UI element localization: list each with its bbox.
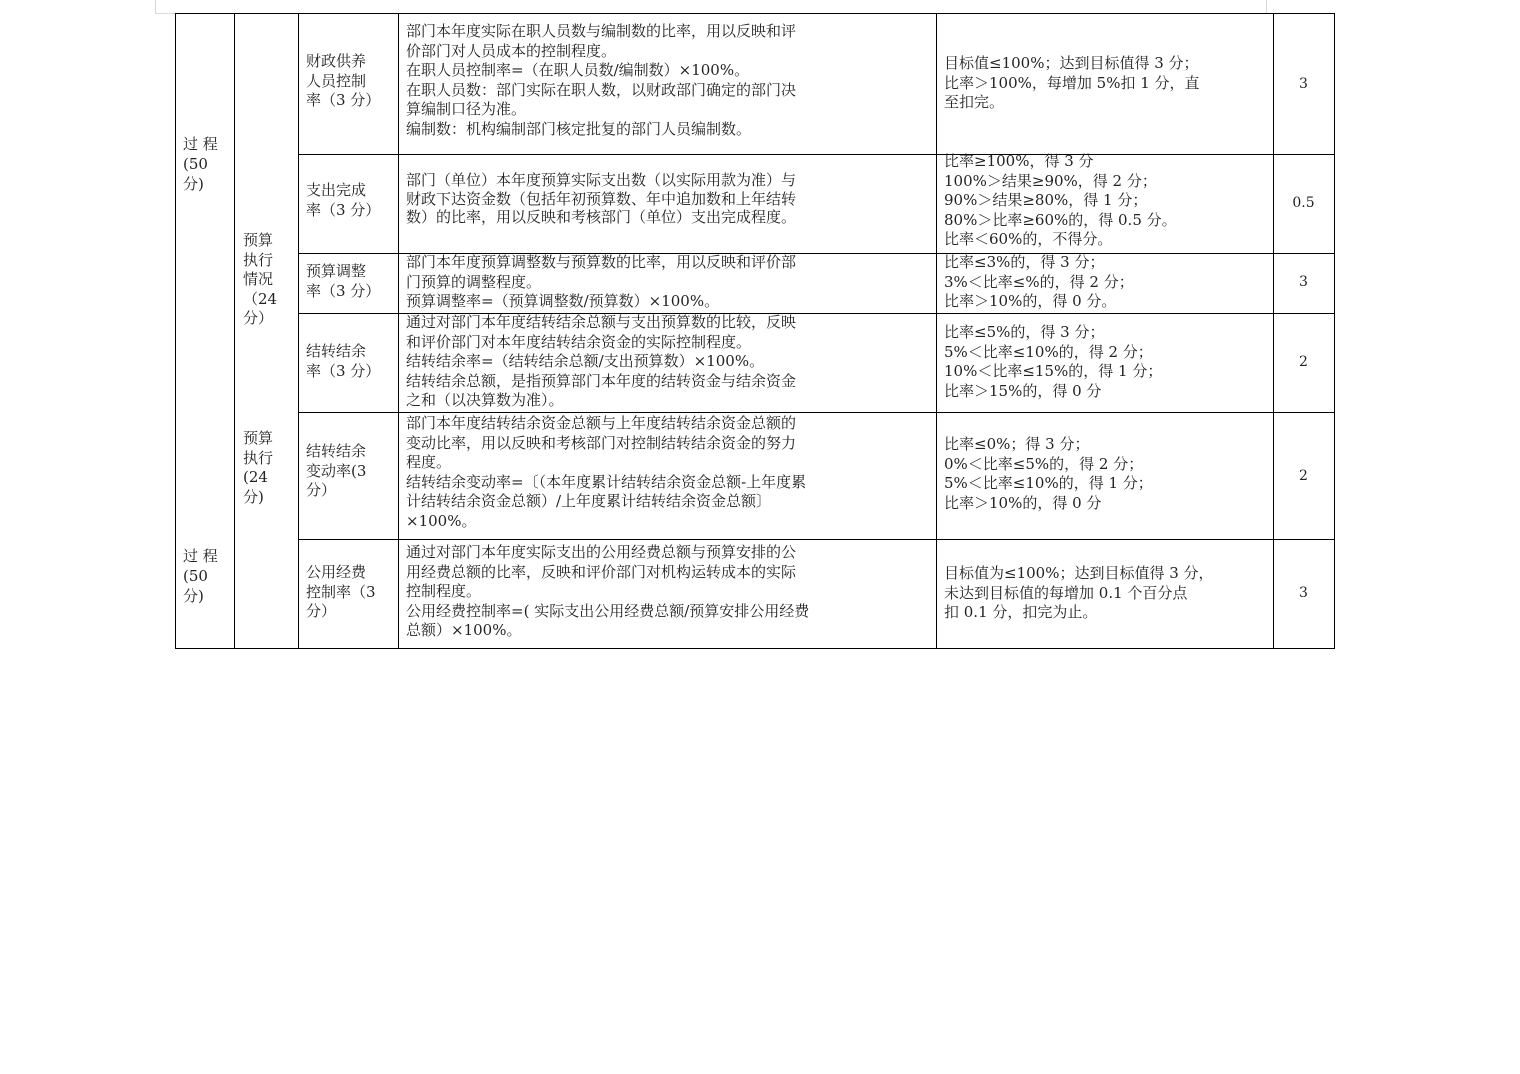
scoring-criteria: 比率≤5%的，得 3 分； 5%＜比率≤10%的，得 2 分； 10%＜比率≤15%的，得 1 分； 比率＞15%的，得 0 分 [944, 323, 1163, 400]
group-label-budget-execution-2: 预算 执行 (24 分) [243, 429, 274, 506]
score-value: 2 [1299, 468, 1308, 484]
indicator-definition: 部门本年度实际在职人员数与编制数的比率，用以反映和评 价部门对人员成本的控制程度。 在职人员控制率=（在职人员数/编制数）×100%。 在职人员数：部门实际在职人数，以财政部门确定的部门决 算编制口径为准。 编制数：机构编制部门核定批复的部门人员编制数。 [406, 22, 797, 138]
score-value: 0.5 [1292, 195, 1315, 211]
indicator-definition: 部门本年度预算调整数与预算数的比率，用以反映和评价部 门预算的调整程度。 预算调整率=（预算调整数/预算数）×100%。 [406, 253, 797, 310]
score-value: 3 [1299, 274, 1308, 290]
group-label-budget-execution: 预算 执行 情况 （24 分） [243, 231, 278, 327]
indicator-name: 结转结余 率（3 分） [306, 342, 381, 380]
section-label-bottom: 过 程 (50 分) [183, 547, 218, 605]
indicator-name: 财政供养 人员控制 率（3 分） [306, 52, 381, 109]
indicator-definition: 通过对部门本年度实际支出的公用经费总额与预算安排的公 用经费总额的比率，反映和评价部门对机构运转成本的实际 控制程度。 公用经费控制率=( 实际支出公用经费总额/预算安排公用经费 总额）×100%。 [406, 543, 810, 639]
score-value: 3 [1299, 585, 1308, 601]
scoring-criteria: 比率≤3%的，得 3 分； 3%＜比率≤%的，得 2 分； 比率＞10%的，得 0 分。 [944, 253, 1134, 310]
scoring-criteria: 比率≤0%；得 3 分； 0%＜比率≤5%的，得 2 分； 5%＜比率≤10%的，得 1 分； 比率＞10%的，得 0 分 [944, 435, 1153, 512]
score-value: 2 [1299, 354, 1308, 370]
page-margin-guides [155, 0, 1267, 14]
group-cell [234, 13, 299, 649]
scoring-criteria: 目标值为≤100%；达到目标值得 3 分， 未达到目标值的每增加 0.1 个百分点 扣 0.1 分，扣完为止。 [944, 564, 1214, 621]
indicator-name: 预算调整 率（3 分） [306, 262, 381, 300]
score-value: 3 [1299, 76, 1308, 92]
scoring-criteria: 比率≥100%，得 3 分 100%＞结果≥90%，得 2 分； 90%＞结果≥80%，得 1 分； 80%＞比率≥60%的，得 0.5 分。 比率＜60%的，不得分。 [944, 152, 1177, 248]
indicator-name: 支出完成 率（3 分） [306, 181, 381, 219]
indicator-definition: 部门（单位）本年度预算实际支出数（以实际用款为准）与 财政下达资金数（包括年初预算数、年中追加数和上年结转 数）的比率，用以反映和考核部门（单位）支出完成程度。 [406, 171, 797, 226]
indicator-definition: 部门本年度结转结余资金总额与上年度结转结余资金总额的 变动比率，用以反映和考核部门对控制结转结余资金的努力 程度。 结转结余变动率=〔（本年度累计结转结余资金总额-上年度累 计结转结余资金总额）/上年度累计结转结余资金总额〕 ×100%。 [406, 414, 807, 530]
indicator-name: 公用经费 控制率（3 分） [306, 563, 376, 620]
scoring-criteria: 目标值≤100%；达到目标值得 3 分； 比率＞100%，每增加 5%扣 1 分，直 至扣完。 [944, 54, 1200, 111]
indicator-name: 结转结余 变动率(3 分） [306, 442, 367, 499]
indicator-definition: 通过对部门本年度结转结余总额与支出预算数的比较，反映 和评价部门对本年度结转结余资金的实际控制程度。 结转结余率=（结转结余总额/支出预算数）×100%。 结转结余总额，是指预算部门本年度的结转资金与结余资金 之和（以决算数为准）。 [406, 313, 797, 409]
section-label-top: 过 程 (50 分) [183, 135, 218, 193]
